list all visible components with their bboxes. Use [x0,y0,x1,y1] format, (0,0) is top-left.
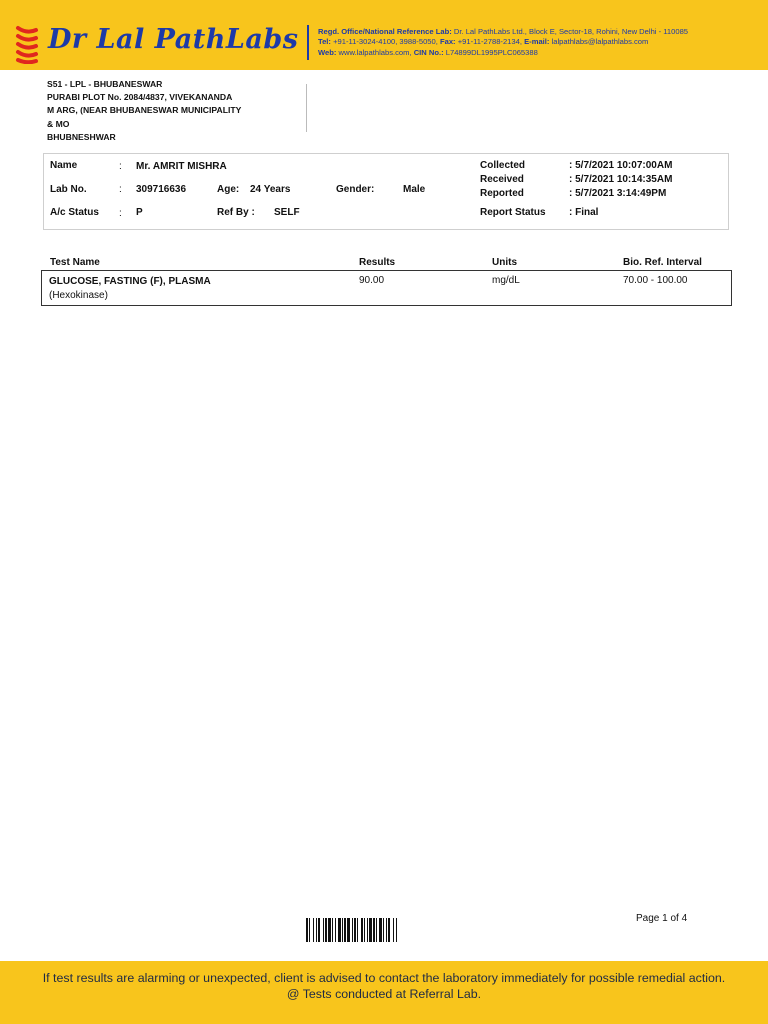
barcode-bar [313,918,314,942]
brand-logo: Dr Lal PathLabs [48,24,299,55]
refby-value: SELF [274,207,300,218]
refby-label: Ref By : [217,207,255,218]
barcode-bar [316,918,317,942]
barcode-bar [347,918,350,942]
barcode-bar [396,918,397,942]
table-row [41,270,732,306]
reported-label: Reported [480,188,524,199]
name-label: Name [50,160,78,171]
lab-number: 309716636 [136,184,187,195]
col-header-results: Results [359,257,396,268]
ac-status-value: P [136,207,143,218]
barcode-bar [352,918,353,942]
barcode-bar [344,918,346,942]
patient-name: Mr. AMRIT MISHRA [136,161,227,172]
barcode-bar [373,918,375,942]
barcode-bar [338,918,341,942]
email-label: E-mail: [524,37,550,47]
office-label: Regd. Office/National Reference Lab: [318,27,452,36]
barcode [306,918,472,942]
header-bar [0,0,768,70]
barcode-bar [383,918,384,942]
barcode-bar [335,918,336,942]
barcode-bar [369,918,372,942]
address-line: M ARG, (NEAR BHUBANESWAR MUNICIPALITY [47,105,242,116]
received-label: Received [480,174,524,185]
barcode-bar [376,918,377,942]
address-divider [306,84,307,132]
barcode-bar [309,918,310,942]
barcode-bar [364,918,365,942]
address-line: BHUBNESHWAR [47,131,116,142]
barcode-bar [325,918,327,942]
ac-status-label: A/c Status [50,207,99,218]
fax-label: Fax: [439,37,456,47]
report-status-value: : Final [569,207,599,218]
header-contact-info [318,27,758,58]
header-divider [307,25,309,60]
tel-label: Tel: [318,37,331,47]
barcode-bar [386,918,387,942]
barcode-bar [328,918,331,942]
lab-address [47,78,241,144]
web-label: Web: [318,47,337,57]
dna-helix-icon [14,24,40,64]
test-method: (Hexokinase) [49,290,108,301]
test-result: 90.00 [359,275,385,286]
barcode-bar [393,918,394,942]
age-value: 24 Years [250,184,291,195]
reported-value: : 5/7/2021 3:14:49PM [569,188,667,199]
address-line: S51 - LPL - BHUBANESWAR [47,79,163,89]
col-header-test-name: Test Name [50,257,100,268]
collected-label: Collected [480,160,526,171]
barcode-bar [323,918,324,942]
test-unit: mg/dL [492,275,520,286]
footer-disclaimer: If test results are alarming or unexpected, client is advised to contact the laboratory immediately for possible remedial action. [42,971,726,985]
barcode-bar [367,918,368,942]
test-name: GLUCOSE, FASTING (F), PLASMA [49,276,211,287]
received-value: : 5/7/2021 10:14:35AM [569,174,673,185]
barcode-bar [306,918,308,942]
barcode-bar [354,918,356,942]
footer-referral-note: @ Tests conducted at Referral Lab. [286,987,482,1001]
col-header-units: Units [492,257,517,268]
address-line: PURABI PLOT No. 2084/4837, VIVEKANANDA [47,92,233,103]
barcode-bar [357,918,358,942]
cin-value: L74899DL1995PLC065388 [445,47,538,57]
email-value[interactable]: lalpathlabs@lalpathlabs.com [551,37,649,47]
labno-colon: : [119,184,122,195]
ac-status-colon: : [119,208,122,219]
collected-value: : 5/7/2021 10:07:00AM [569,160,673,171]
cin-label: CIN No.: [413,47,444,57]
barcode-bar [388,918,390,942]
barcode-bar [318,918,320,942]
office-address: Dr. Lal PathLabs Ltd., Block E, Sector-18, Rohini, New Delhi - 110085 [453,27,689,36]
web-value[interactable]: www.lalpathlabs.com, [338,47,412,57]
tel-value: +91-11-3024-4100, 3988-5050, [333,37,438,47]
col-header-ref-interval: Bio. Ref. Interval [623,257,702,268]
report-status-label: Report Status [480,207,546,218]
name-colon: : [119,161,122,172]
page-number: Page 1 of 4 [636,913,688,924]
test-ref-interval: 70.00 - 100.00 [623,275,688,286]
address-line: & MO [47,118,70,129]
gender-value: Male [403,184,426,195]
labno-label: Lab No. [50,184,87,195]
barcode-bar [379,918,382,942]
barcode-bar [332,918,333,942]
gender-label: Gender: [336,184,375,195]
barcode-bar [342,918,343,942]
barcode-bar [361,918,363,942]
footer-bar [0,961,768,1024]
age-label: Age: [217,184,240,195]
fax-value: +91-11-2788-2134, [457,37,522,47]
